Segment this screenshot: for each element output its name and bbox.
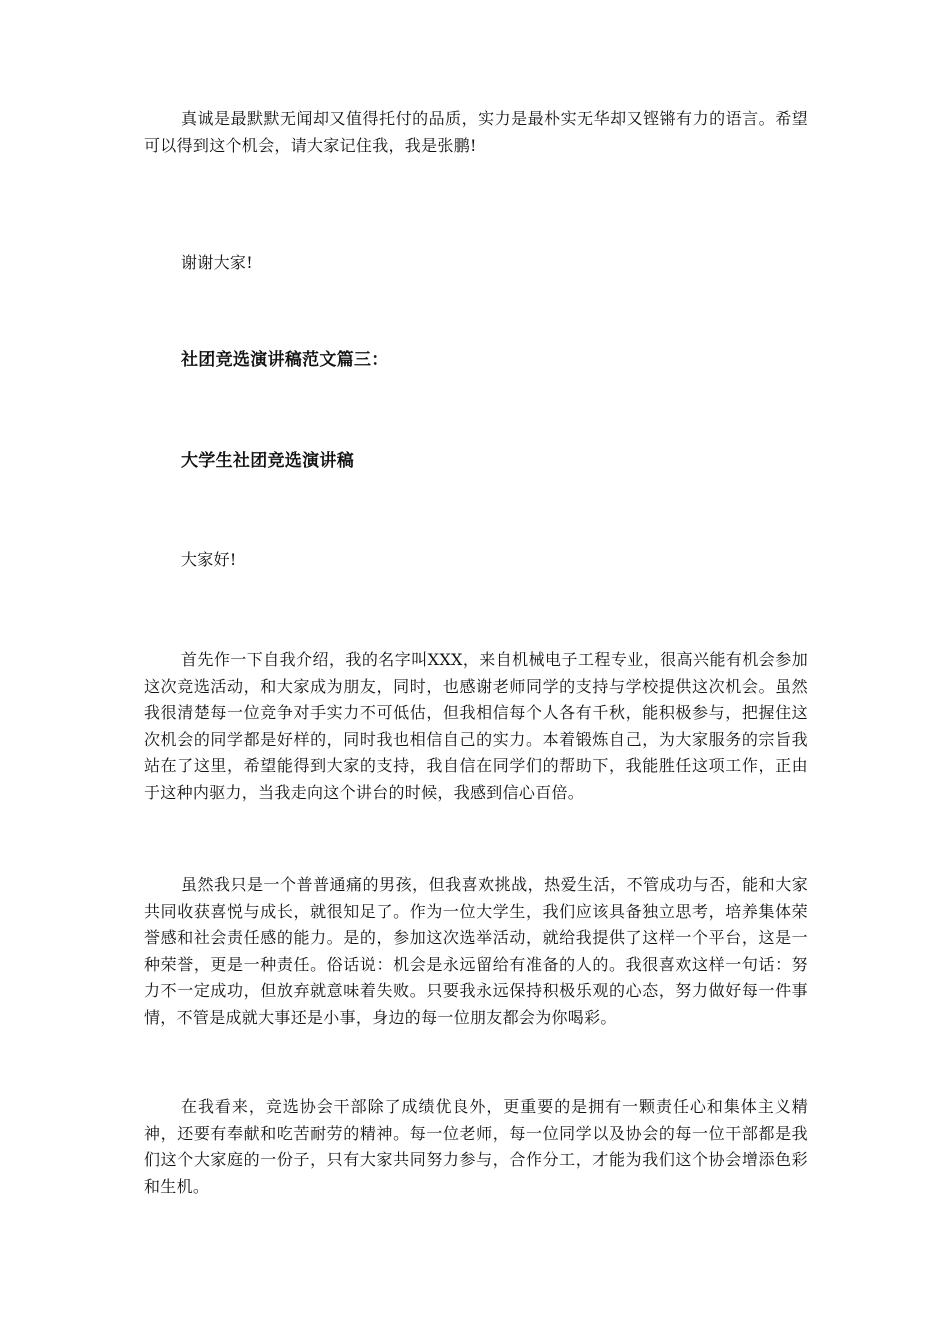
responsibility-paragraph: 在我看来，竞选协会干部除了成绩优良外，更重要的是拥有一颗责任心和集体主义精神，还要有奉献和吃苦耐劳的精神。每一位老师，每一位同学以及协会的每一位干部都是我们这个大家庭的一份子，只有大家共同努力参与，合作分工，才能为我们这个协会增添色彩和生机。 (144, 1097, 808, 1196)
closing-paragraph: 真诚是最默默无闻却又值得托付的品质，实力是最朴实无华却又铿锵有力的语言。希望可以得到这个机会，请大家记住我，我是张鹏! (144, 109, 808, 155)
thanks-line: 谢谢大家! (181, 253, 253, 272)
section-title: 社团竞选演讲稿范文篇三： (181, 350, 389, 370)
speech-title: 大学生社团竞选演讲稿 (181, 451, 354, 471)
intro-paragraph: 首先作一下自我介绍，我的名字叫XXX，来自机械电子工程专业，很高兴能有机会参加这次竞选活动，和大家成为朋友，同时，也感谢老师同学的支持与学校提供这次机会。虽然我很清楚每一位竞争对手实力不可低估，但我相信每个人各有千秋，能积极参与，把握住这次机会的同学都是好样的，同时我也相信自己的实力。本着锻炼自己，为大家服务的宗旨我站在了这里，希望能得到大家的支持，我自信在同学们的帮助下，我能胜任这项工作，正由于这种内驱力，当我走向这个讲台的时候，我感到信心百倍。 (144, 650, 808, 802)
challenge-paragraph: 虽然我只是一个普普通痛的男孩，但我喜欢挑战，热爱生活，不管成功与否，能和大家共同收获喜悦与成长，就很知足了。作为一位大学生，我们应该具备独立思考，培养集体荣誉感和社会责任感的能力。是的，参加这次选举活动，就给我提供了这样一个平台，这是一种荣誉，更是一种责任。俗话说：机会是永远留给有准备的人的。我很喜欢这样一句话：努力不一定成功，但放弃就意味着失败。只要我永远保持积极乐观的心态，努力做好每一件事情，不管是成就大事还是小事，身边的每一位朋友都会为你喝彩。 (144, 875, 808, 1027)
greeting-line: 大家好! (181, 550, 237, 569)
